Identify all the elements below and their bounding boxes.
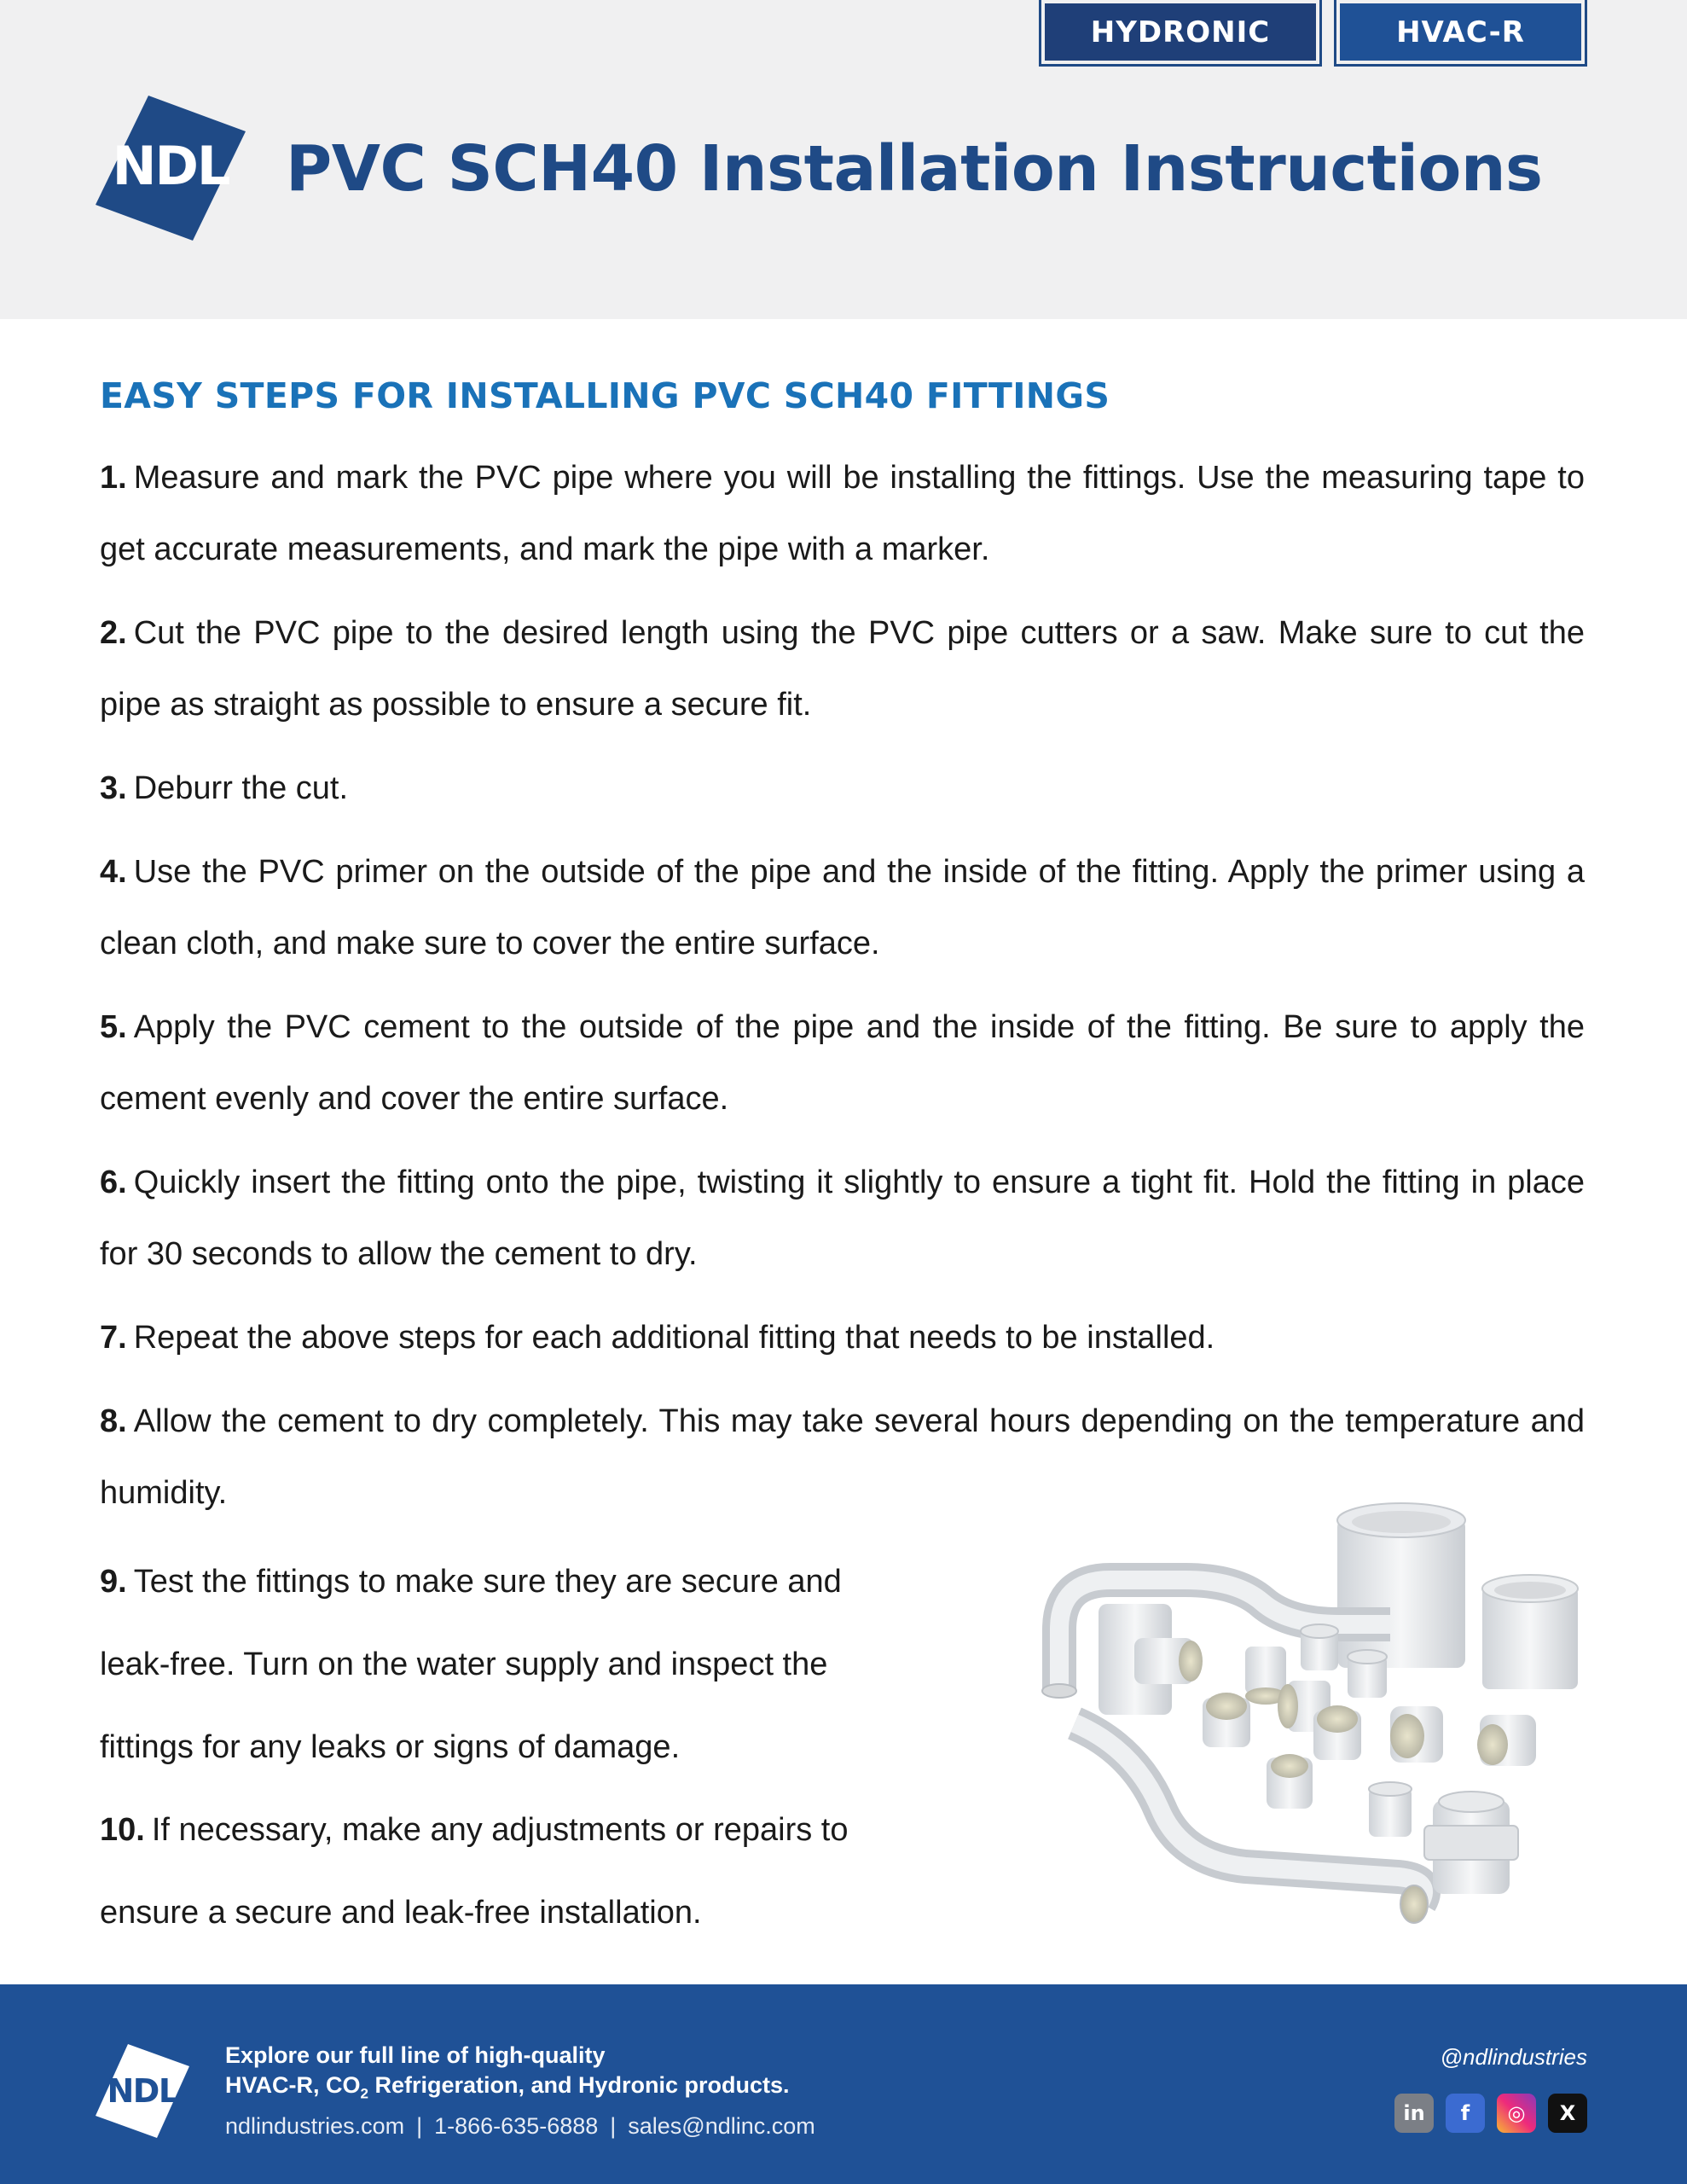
footer-tagline-line2 [225,2072,790,2102]
step-4 [100,836,1585,979]
step-text: Test the fittings to make sure they are secure and leak-free. Turn on the water supply and inspect the fittings for any leaks or signs of damage. [100,1564,842,1765]
page-header [0,0,1687,319]
step-number: 9. [100,1564,127,1600]
footer-tagline-post: Refrigeration, and Hydronic products. [368,2072,790,2098]
step-10 [100,1789,901,1955]
step-text: Apply the PVC cement to the outside of the pipe and the inside of the fitting. Be sure to apply the cement evenly and cover the entire surface. [100,1009,1585,1117]
ndl-logo-text: NDL [112,135,229,197]
phone-link[interactable]: 1-866-635-6888 [434,2113,599,2139]
step-number: 1. [100,460,127,496]
step-text: Quickly insert the fitting onto the pipe, twisting it slightly to ensure a tight fit. Hold the fitting in place for 30 seconds to allow the cement to dry. [100,1165,1585,1272]
linkedin-icon[interactable]: in [1394,2094,1434,2133]
section-heading: EASY STEPS FOR INSTALLING PVC SCH40 FITTINGS [100,375,1110,416]
step-5 [100,991,1585,1135]
step-9 [100,1541,901,1789]
facebook-icon[interactable]: f [1446,2094,1485,2133]
step-text: Cut the PVC pipe to the desired length using the PVC pipe cutters or a saw. Make sure to cut the pipe as straight as possible to ensure a secure fit. [100,615,1585,723]
ndl-logo [96,96,246,241]
website-link[interactable]: ndlindustries.com [225,2113,405,2139]
step-2 [100,597,1585,741]
ndl-footer-logo [96,2044,189,2138]
step-number: 8. [100,1403,127,1439]
footer-contacts [225,2113,815,2140]
email-link[interactable]: sales@ndlinc.com [628,2113,815,2139]
pvc-fittings-image [1032,1502,1595,1928]
page-footer [0,1984,1687,2184]
step-7 [100,1302,1585,1374]
social-icons [1394,2094,1587,2133]
step-number: 4. [100,854,127,890]
step-text: Measure and mark the PVC pipe where you will be installing the fittings. Use the measuring tape to get accurate measurements, and mark the pipe with a marker. [100,460,1585,567]
step-text: Deburr the cut. [133,770,349,806]
tab-hydronic-label: HYDRONIC [1045,3,1316,61]
tab-hvac-r[interactable] [1334,0,1587,67]
tab-hydronic[interactable] [1039,0,1322,67]
step-number: 3. [100,770,127,806]
step-text: Repeat the above steps for each additional fitting that needs to be installed. [133,1320,1215,1356]
instagram-icon[interactable]: ◎ [1497,2094,1536,2133]
step-1 [100,442,1585,585]
step-text: Allow the cement to dry completely. This may take several hours depending on the temperature and humidity. [100,1403,1585,1511]
separator: | [610,2113,617,2139]
footer-tagline-pre: HVAC-R, CO [225,2072,361,2098]
step-number: 10. [100,1812,145,1848]
ndl-footer-logo-text: NDL [107,2072,178,2110]
step-number: 2. [100,615,127,651]
step-number: 6. [100,1165,127,1200]
footer-tagline-line1: Explore our full line of high-quality [225,2042,606,2068]
step-text: If necessary, make any adjustments or repairs to ensure a secure and leak-free installation. [100,1812,849,1931]
social-handle[interactable]: @ndlindustries [1440,2044,1587,2070]
tab-hvac-r-label: HVAC-R [1340,3,1581,61]
step-text: Use the PVC primer on the outside of the pipe and the inside of the fitting. Apply the primer using a clean cloth, and make sure to cover the entire surface. [100,854,1585,961]
page-title: PVC SCH40 Installation Instructions [286,132,1543,206]
footer-tagline-subscript: 2 [360,2085,368,2102]
step-number: 5. [100,1009,127,1045]
step-number: 7. [100,1320,127,1356]
step-6 [100,1147,1585,1290]
step-3 [100,752,1585,824]
separator: | [416,2113,423,2139]
x-icon[interactable]: X [1548,2094,1587,2133]
